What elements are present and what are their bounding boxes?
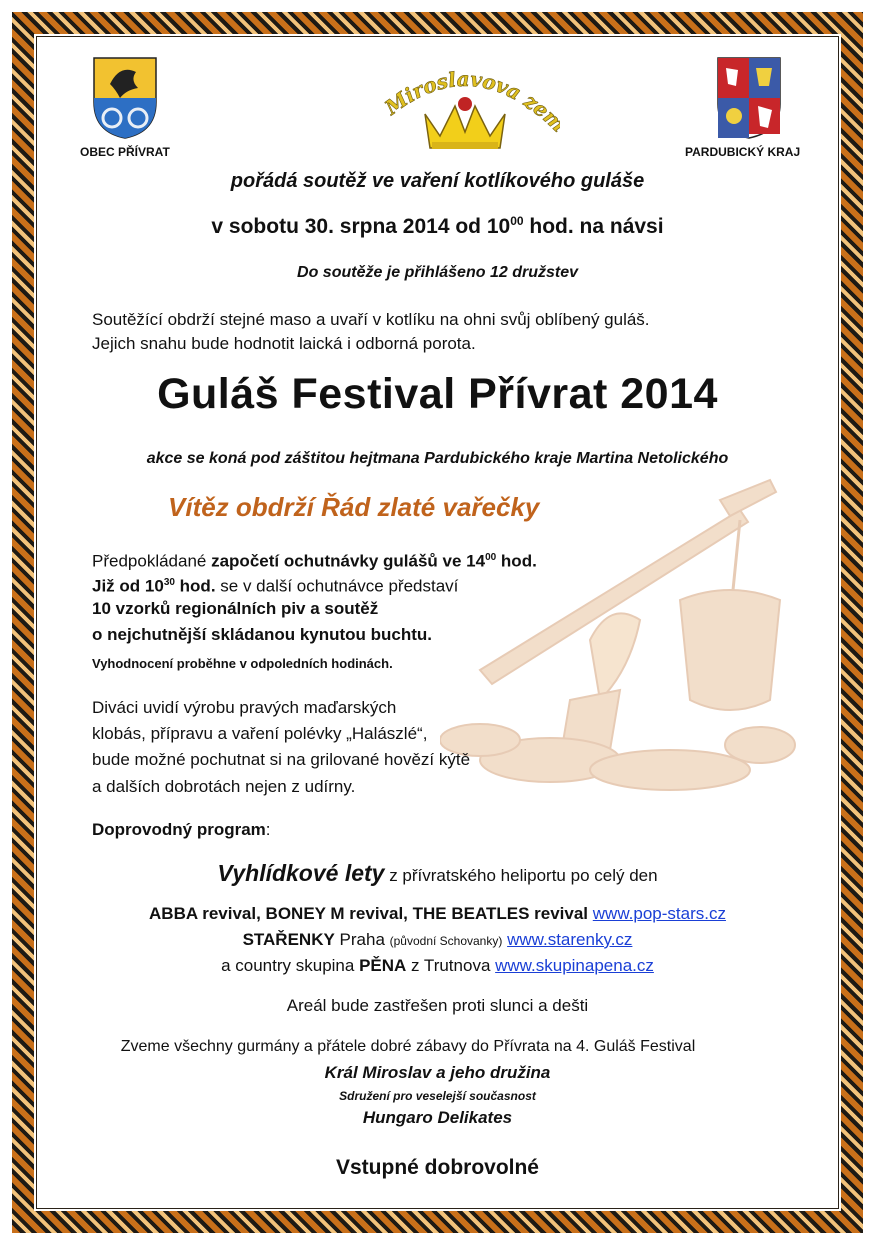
program-heading-text: Doprovodný program — [92, 820, 266, 839]
date-suffix: hod. na návsi — [523, 215, 664, 238]
bands-line-1 — [0, 904, 875, 924]
intro-line-2: Jejich snahu bude hodnotit laická i odborná porota. — [92, 334, 476, 353]
pop-stars-link[interactable]: www.pop-stars.cz — [592, 904, 726, 923]
program-heading-colon: : — [265, 820, 271, 839]
bands2-bold: STAŘENKY — [242, 930, 335, 949]
bands3-a: a country skupina — [221, 956, 360, 975]
svg-text:Miroslavova země — [370, 56, 560, 137]
header-line-teams: Do soutěže je přihlášeno 12 družstev — [297, 264, 578, 281]
flights-line — [0, 860, 875, 887]
right-logo-caption: PARDUBICKÝ KRAJ — [685, 145, 801, 159]
organizer-1: Král Miroslav a jeho družina — [324, 1063, 551, 1082]
flights-rest: z přívratského heliportu po celý den — [384, 866, 658, 885]
tasting-line-2 — [92, 571, 458, 598]
spectators-line-1: Diváci uvidí výrobu pravých maďarských — [92, 698, 397, 717]
header-line-date — [0, 214, 875, 239]
program-heading — [92, 818, 271, 841]
date-prefix: v sobotu 30. srpna 2014 od 10 — [211, 215, 511, 238]
miroslavova-zeme-logo — [370, 56, 560, 156]
invite-line: Zveme všechny gurmány a přátele dobré zábavy do Přívrata na 4. Guláš Festival — [120, 1038, 696, 1055]
tasting-l2-c: se v další ochutnávce představí — [215, 576, 459, 596]
spectators-line-4: a dalších dobrotách nejen z udírny. — [92, 777, 356, 796]
tasting-l2-b: hod. — [174, 576, 216, 596]
skupinapena-link[interactable]: www.skupinapena.cz — [495, 956, 654, 975]
spectators-line-2: klobás, přípravu a vaření polévky „Halászlé“, — [92, 724, 428, 743]
bands-line-3 — [0, 956, 875, 976]
flights-bold: Vyhlídkové lety — [217, 860, 385, 886]
organizer-3: Hungaro Delikates — [362, 1108, 513, 1127]
left-logo-caption: OBEC PŘÍVRAT — [80, 145, 170, 159]
starenky-link[interactable]: www.starenky.cz — [507, 930, 633, 949]
tasting-l1-c: hod. — [496, 551, 537, 571]
tasting-line-4: o nejchutnější skládanou kynutou buchtu. — [92, 625, 433, 644]
entry-fee: Vstupné dobrovolné — [335, 1156, 539, 1179]
bands1-text: ABBA revival, BONEY M revival, THE BEATLES revival — [149, 904, 593, 923]
header-line-contest: pořádá soutěž ve vaření kotlíkového guláše — [230, 170, 645, 192]
organizer-2: Sdružení pro veselejší současnost — [339, 1089, 536, 1103]
bands3-bold: PĚNA — [359, 956, 407, 975]
tasting-l1-a: Předpokládané — [92, 551, 212, 571]
tasting-line-1 — [92, 546, 537, 573]
tasting-line-5: Vyhodnocení proběhne v odpoledních hodinách. — [92, 656, 393, 671]
bands-line-2 — [0, 930, 875, 950]
main-title: Guláš Festival Přívrat 2014 — [157, 370, 718, 418]
tasting-l2-a: Již od 10 — [92, 576, 164, 596]
intro-line-1: Soutěžící obdrží stejné maso a uvaří v kotlíku na ohni svůj oblíbený guláš. — [92, 310, 650, 329]
date-time-sup: 00 — [510, 214, 524, 228]
tasting-line-3: 10 vzorků regionálních piv a soutěž — [92, 599, 379, 618]
pardubicky-kraj-coat-of-arms — [714, 54, 784, 140]
bands2-small: (původní Schovanky) — [389, 934, 503, 948]
logo-arc-text: Miroslavova ze — [380, 66, 554, 123]
privrat-coat-of-arms — [90, 54, 160, 140]
patron-line: akce se koná pod záštitou hejtmana Pardubického kraje Martina Netolického — [146, 450, 729, 467]
tasting-l2-sup: 30 — [163, 577, 175, 588]
roof-line: Areál bude zastřešen proti slunci a dešti — [286, 996, 589, 1015]
tasting-l1-b: započetí ochutnávky gulášů ve 14 — [211, 551, 486, 571]
prize-heading: Vítěz obdrží Řád zlaté vařečky — [168, 492, 540, 522]
spectators-line-3: bude možné pochutnat si na grilované hovězí kýtě — [92, 750, 471, 769]
bands3-b: z Trutnova — [406, 956, 496, 975]
tasting-l1-sup: 00 — [485, 552, 497, 563]
bands2-rest: Praha — [334, 930, 390, 949]
